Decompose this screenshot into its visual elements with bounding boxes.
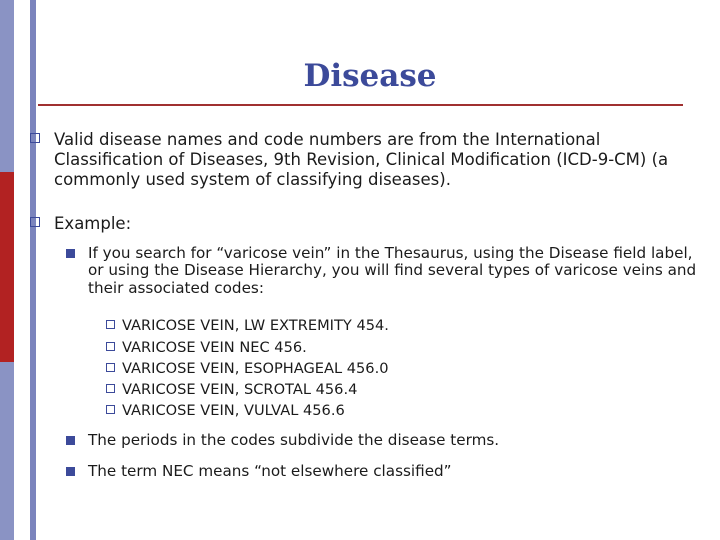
hollow-square-bullet-icon: [30, 133, 40, 143]
list-item: [22, 463, 712, 481]
list-item: [22, 359, 712, 378]
title-divider: [38, 104, 683, 106]
filled-square-bullet-icon: [66, 467, 75, 476]
list-item: [22, 401, 712, 420]
list-item-text: VARICOSE VEIN, ESOPHAGEAL 456.0: [122, 359, 389, 377]
hollow-square-bullet-icon: [106, 320, 115, 329]
hollow-square-bullet-icon: [30, 217, 40, 227]
list-item-text: VARICOSE VEIN, SCROTAL 456.4: [122, 381, 358, 399]
list-item-text: Valid disease names and code numbers are from the International Classification of Diseases, 9th Revision, Clinical Modification (ICD-9-CM) (a commonly used system of classifying diseases).: [54, 130, 669, 190]
filled-square-bullet-icon: [66, 249, 75, 258]
list-item-text: Example:: [54, 214, 132, 234]
spacer: [22, 302, 712, 316]
list-item: [22, 214, 712, 234]
list-item-text: VARICOSE VEIN, LW EXTREMITY 454.: [122, 317, 389, 335]
page-title: Disease: [303, 58, 437, 94]
hollow-square-bullet-icon: [106, 342, 115, 351]
list-item: [22, 130, 712, 190]
list-item-text: If you search for “varicose vein” in the Thesaurus, using the Disease field label, or using the Disease Hierarchy, you will find several types of varicose veins and their associated codes:: [88, 243, 697, 298]
list-item-text: VARICOSE VEIN NEC 456.: [122, 338, 307, 356]
hollow-square-bullet-icon: [106, 405, 115, 414]
list-item: [22, 338, 712, 357]
spacer: [22, 200, 712, 214]
hollow-square-bullet-icon: [106, 363, 115, 372]
list-item: [22, 245, 712, 299]
list-item: [22, 432, 712, 450]
hollow-square-bullet-icon: [106, 384, 115, 393]
list-item: [22, 316, 712, 335]
list-item-text: The periods in the codes subdivide the disease terms.: [88, 430, 500, 449]
list-item-text: VARICOSE VEIN, VULVAL 456.6: [122, 402, 345, 420]
left-stripe-red-accent: [0, 172, 14, 362]
list-item-text: The term NEC means “not elsewhere classified”: [88, 461, 452, 480]
slide-body: [22, 130, 712, 484]
list-item: [22, 380, 712, 399]
filled-square-bullet-icon: [66, 436, 75, 445]
